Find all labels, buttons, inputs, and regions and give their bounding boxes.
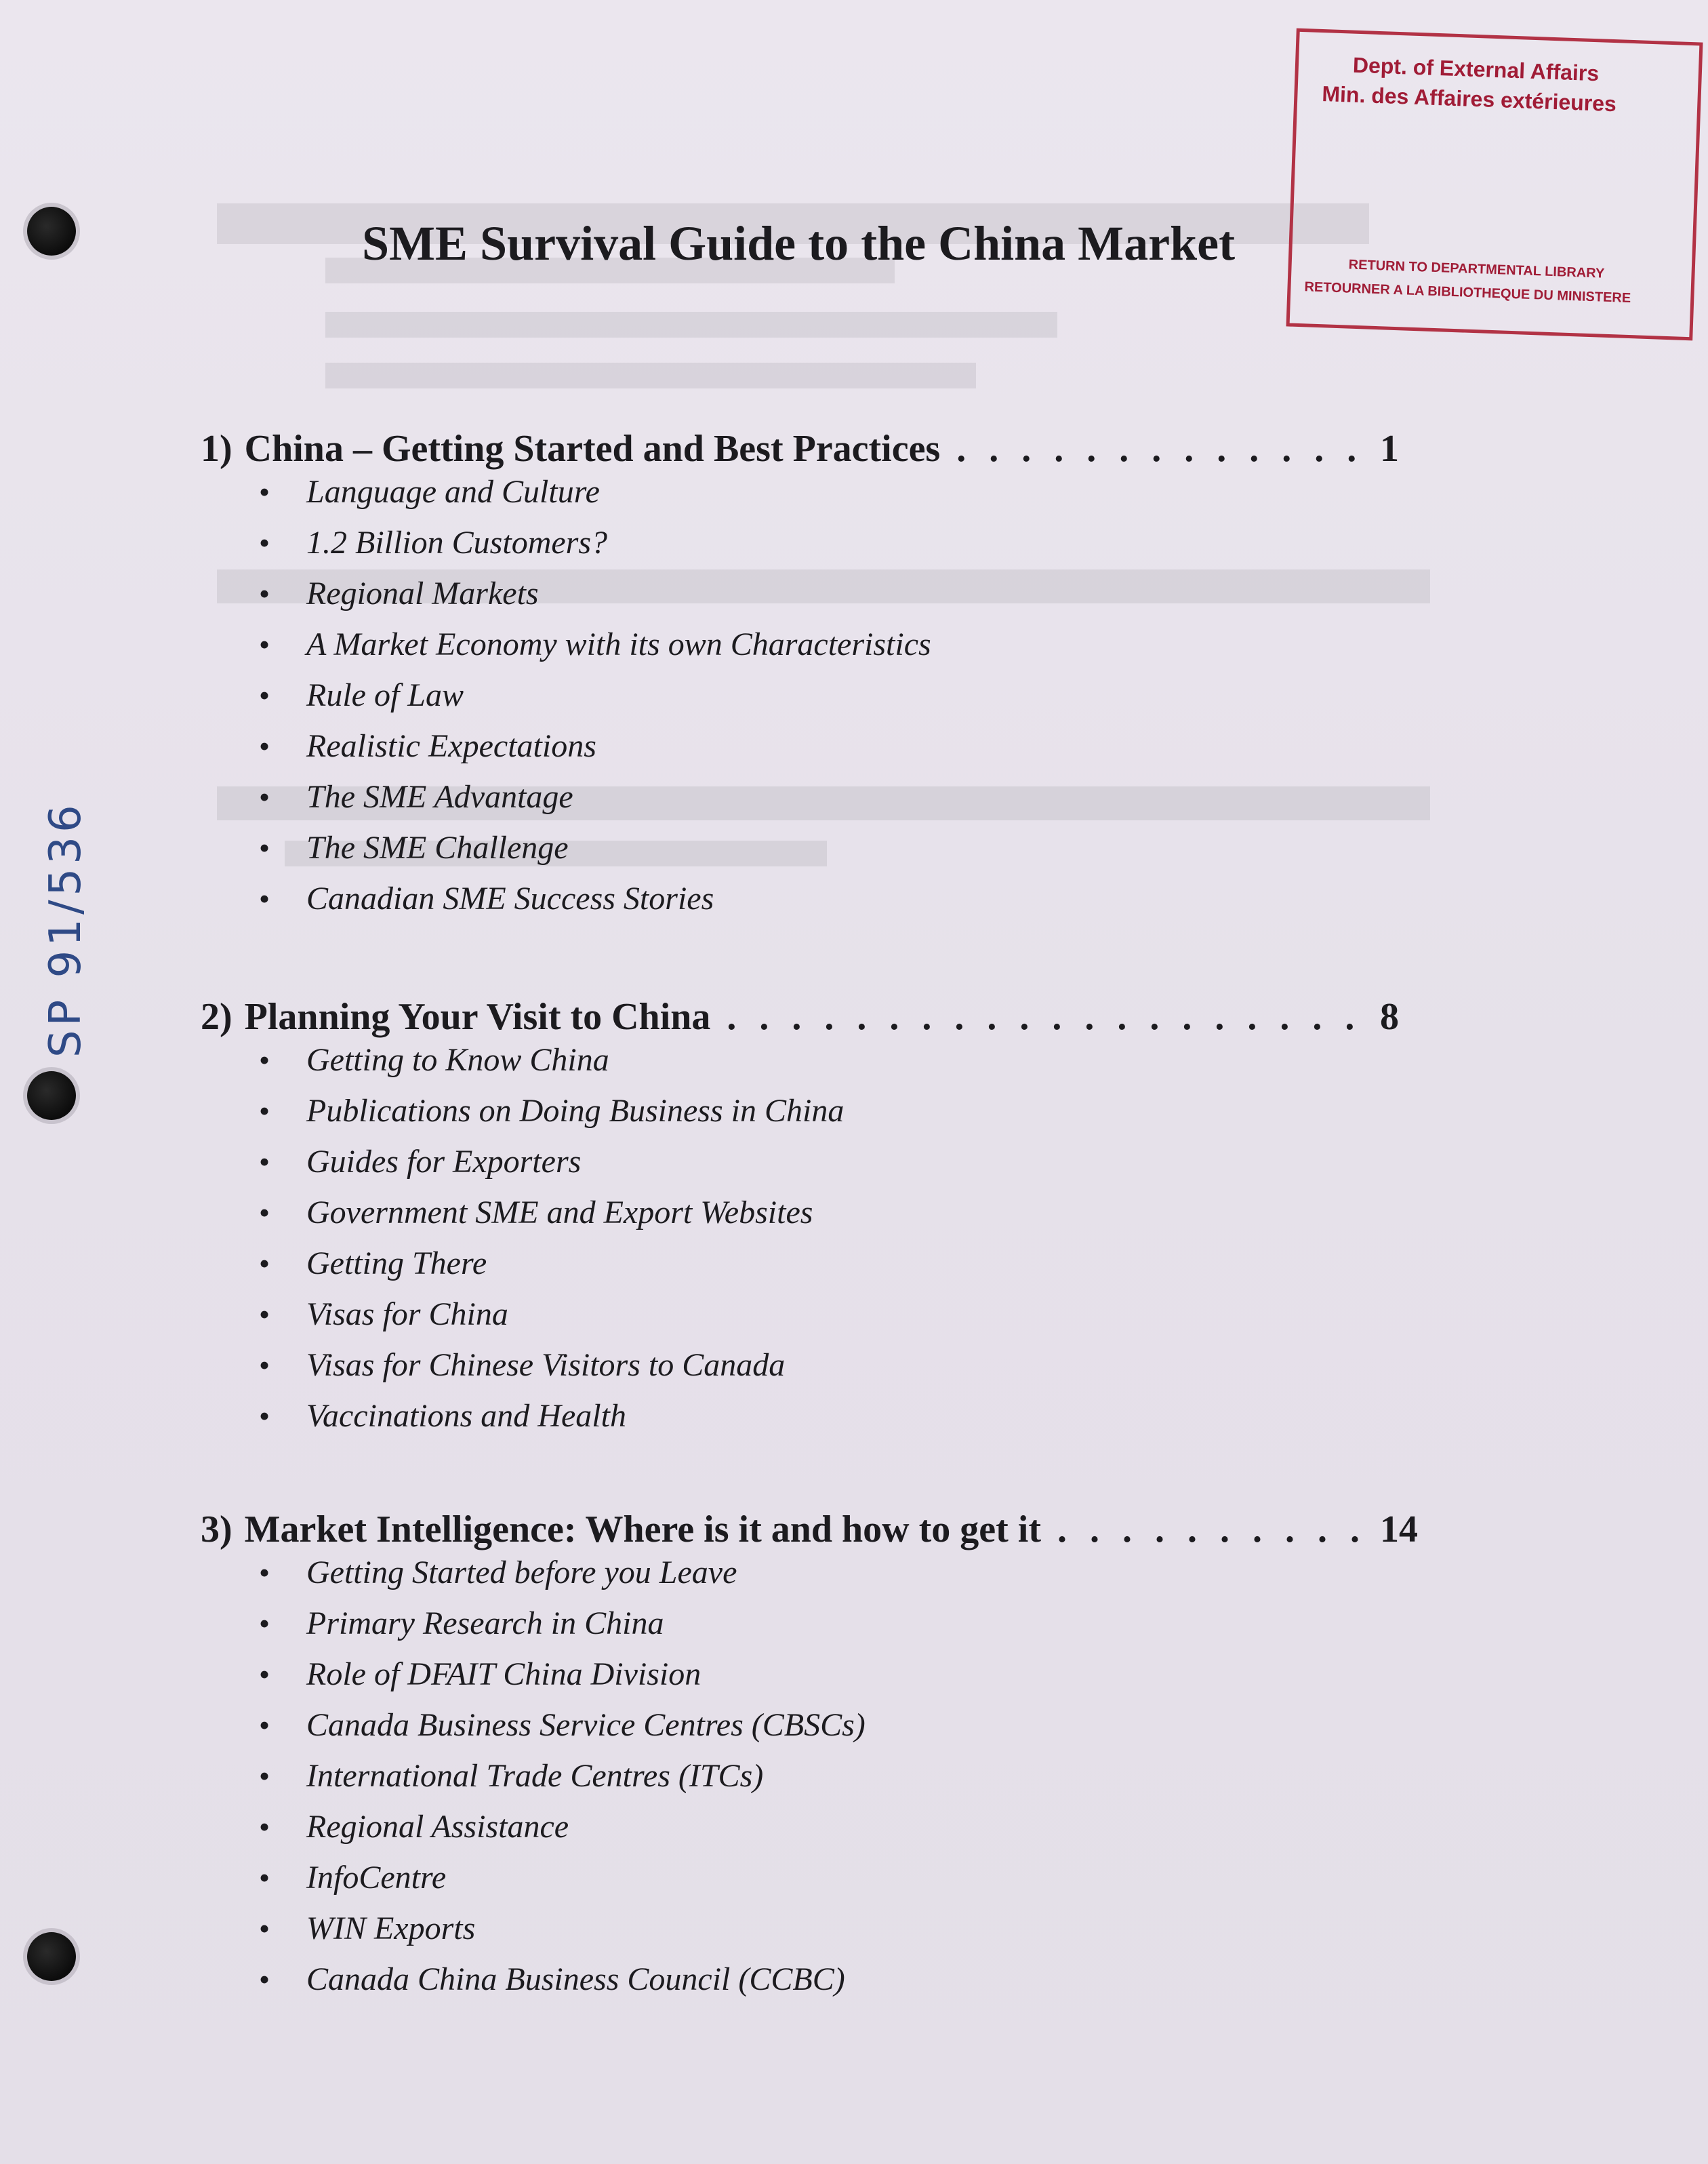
section-page-number: 1 xyxy=(1380,428,1399,470)
toc-section-heading xyxy=(201,1508,1421,1557)
list-item: • International Trade Centres (ITCs) xyxy=(259,1758,764,1794)
section-page-number: 14 xyxy=(1380,1508,1418,1550)
list-item: • A Market Economy with its own Characteristics xyxy=(259,626,931,662)
list-item: • Getting Started before you Leave xyxy=(259,1555,737,1590)
page-title: SME Survival Guide to the China Market xyxy=(362,216,1236,270)
bullet-icon: • xyxy=(259,1860,270,1895)
list-item: • Guides for Exporters xyxy=(259,1144,582,1180)
list-item: • The SME Advantage xyxy=(259,779,573,815)
toc-section-heading xyxy=(201,427,1421,476)
list-item: • Regional Markets xyxy=(259,576,539,612)
bullet-icon: • xyxy=(259,1195,270,1230)
dot-leader xyxy=(1057,1508,1364,1551)
toc-section-3 xyxy=(201,1508,1421,2014)
list-item: • The SME Challenge xyxy=(259,830,569,866)
list-item: • Publications on Doing Business in China xyxy=(259,1093,845,1129)
binder-hole-middle xyxy=(27,1071,76,1120)
section-title: Planning Your Visit to China xyxy=(244,996,711,1038)
section-page-number: 8 xyxy=(1380,996,1399,1038)
bullet-icon: • xyxy=(259,678,270,713)
bullet-icon: • xyxy=(259,1297,270,1331)
dot-leader xyxy=(727,995,1364,1039)
toc-section-2 xyxy=(201,995,1421,1451)
bleed-through-line xyxy=(325,312,1057,338)
bullet-icon: • xyxy=(259,729,270,763)
binder-hole-top xyxy=(27,207,76,256)
list-item: • Visas for Chinese Visitors to Canada xyxy=(259,1347,786,1383)
bullet-icon: • xyxy=(259,1759,270,1793)
bullet-icon: • xyxy=(259,1246,270,1281)
stamp-line: RETOURNER A LA BIBLIOTHEQUE DU MINISTERE xyxy=(1304,279,1631,306)
bullet-icon: • xyxy=(259,1399,270,1433)
bullet-icon: • xyxy=(259,1708,270,1742)
list-item: • Canada China Business Council (CCBC) xyxy=(259,1961,845,1997)
list-item: • Government SME and Export Websites xyxy=(259,1195,813,1230)
list-item: • Visas for China xyxy=(259,1296,508,1332)
section-title: China – Getting Started and Best Practices xyxy=(244,428,941,470)
section-number: 2) xyxy=(201,996,232,1038)
dot-leader xyxy=(956,427,1364,470)
toc-section-1 xyxy=(201,427,1421,934)
bullet-icon: • xyxy=(259,1348,270,1382)
bleed-through-line xyxy=(325,363,976,388)
section-title: Market Intelligence: Where is it and how to get it xyxy=(244,1508,1041,1550)
list-item: • Vaccinations and Health xyxy=(259,1398,626,1434)
bullet-icon: • xyxy=(259,881,270,916)
bullet-icon: • xyxy=(259,1962,270,1997)
bullet-icon: • xyxy=(259,1043,270,1077)
list-item: • Regional Assistance xyxy=(259,1809,569,1845)
bullet-icon: • xyxy=(259,1809,270,1844)
handwritten-catalogue-number: SP 91/536 xyxy=(41,801,91,1058)
stamp-line: Min. des Affaires extérieures xyxy=(1321,81,1617,117)
section-number: 1) xyxy=(201,428,232,470)
library-stamp xyxy=(1286,28,1703,341)
bullet-icon: • xyxy=(259,1555,270,1590)
list-item: • InfoCentre xyxy=(259,1860,447,1896)
bullet-icon: • xyxy=(259,1657,270,1691)
bullet-icon: • xyxy=(259,525,270,560)
list-item: • Getting There xyxy=(259,1245,487,1281)
stamp-line: RETURN TO DEPARTMENTAL LIBRARY xyxy=(1348,257,1605,281)
bullet-icon: • xyxy=(259,780,270,814)
bullet-icon: • xyxy=(259,627,270,662)
bullet-icon: • xyxy=(259,475,270,509)
bullet-icon: • xyxy=(259,1606,270,1641)
list-item: • Getting to Know China xyxy=(259,1042,609,1078)
binder-hole-bottom xyxy=(27,1932,76,1981)
bullet-icon: • xyxy=(259,830,270,865)
section-items xyxy=(201,476,1421,934)
bullet-icon: • xyxy=(259,1094,270,1128)
list-item: • 1.2 Billion Customers? xyxy=(259,525,608,561)
list-item: • Primary Research in China xyxy=(259,1605,664,1641)
bullet-icon: • xyxy=(259,576,270,611)
bullet-icon: • xyxy=(259,1911,270,1946)
toc-section-heading xyxy=(201,995,1421,1044)
section-items xyxy=(201,1557,1421,2014)
bullet-icon: • xyxy=(259,1144,270,1179)
stamp-line: Dept. of External Affairs xyxy=(1352,52,1600,86)
list-item: • WIN Exports xyxy=(259,1910,476,1946)
list-item: • Role of DFAIT China Division xyxy=(259,1656,702,1692)
list-item: • Canadian SME Success Stories xyxy=(259,881,714,917)
list-item: • Rule of Law xyxy=(259,677,464,713)
section-items xyxy=(201,1044,1421,1451)
list-item: • Realistic Expectations xyxy=(259,728,596,764)
list-item: • Language and Culture xyxy=(259,474,600,510)
list-item: • Canada Business Service Centres (CBSCs) xyxy=(259,1707,866,1743)
section-number: 3) xyxy=(201,1508,232,1550)
